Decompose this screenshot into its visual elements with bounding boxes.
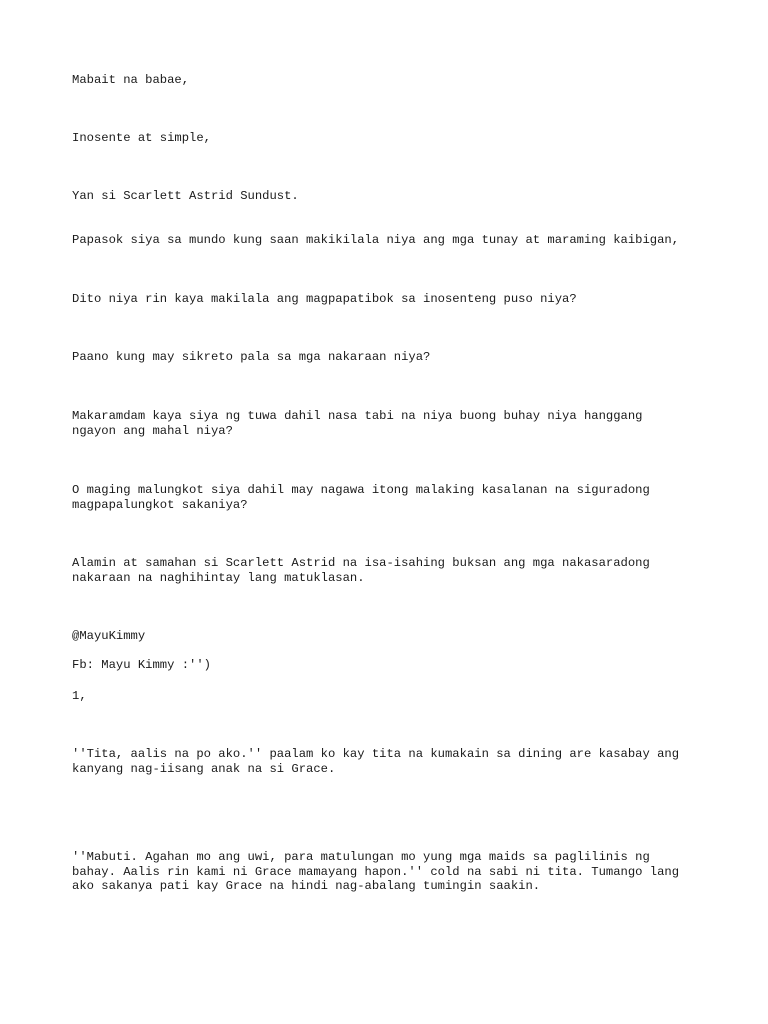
blurb-line-9: Alamin at samahan si Scarlett Astrid na isa-isahing buksan ang mga nakasaradong nakaraan na naghihintay lang matuklasan. xyxy=(72,556,650,585)
blurb-line-6: Paano kung may sikreto pala sa mga nakaraan niya? xyxy=(72,350,431,364)
chapter-number: 1, xyxy=(72,689,87,703)
story-paragraph-2: ''Mabuti. Agahan mo ang uwi, para matulungan mo yung mga maids sa paglilinis ng bahay. Aalis rin kami ni Grace mamayang hapon.'' cold na sabi ni tita. Tumango lang ako sakanya pati kay Grace na hindi nag-abalang tumingin saakin. xyxy=(72,850,680,894)
blurb-line-4: Papasok siya sa mundo kung saan makikilala niya ang mga tunay at maraming kaibigan, xyxy=(72,233,680,247)
blurb-line-5: Dito niya rin kaya makilala ang magpapatibok sa inosenteng puso niya? xyxy=(72,292,577,306)
blurb-line-2: Inosente at simple, xyxy=(72,131,211,145)
author-handle: @MayuKimmy xyxy=(72,629,146,643)
blurb-line-1: Mabait na babae, xyxy=(72,73,190,87)
blurb-line-8: O maging malungkot siya dahil may nagawa itong malaking kasalanan na siguradong magpapalungkot sakaniya? xyxy=(72,483,650,512)
blurb-line-7: Makaramdam kaya siya ng tuwa dahil nasa tabi na niya buong buhay niya hanggang ngayon ang mahal niya? xyxy=(72,409,643,438)
blurb-line-3: Yan si Scarlett Astrid Sundust. xyxy=(72,189,299,203)
author-facebook: Fb: Mayu Kimmy :'') xyxy=(72,658,211,672)
story-paragraph-1: ''Tita, aalis na po ako.'' paalam ko kay tita na kumakain sa dining are kasabay ang kanyang nag-iisang anak na si Grace. xyxy=(72,747,680,776)
